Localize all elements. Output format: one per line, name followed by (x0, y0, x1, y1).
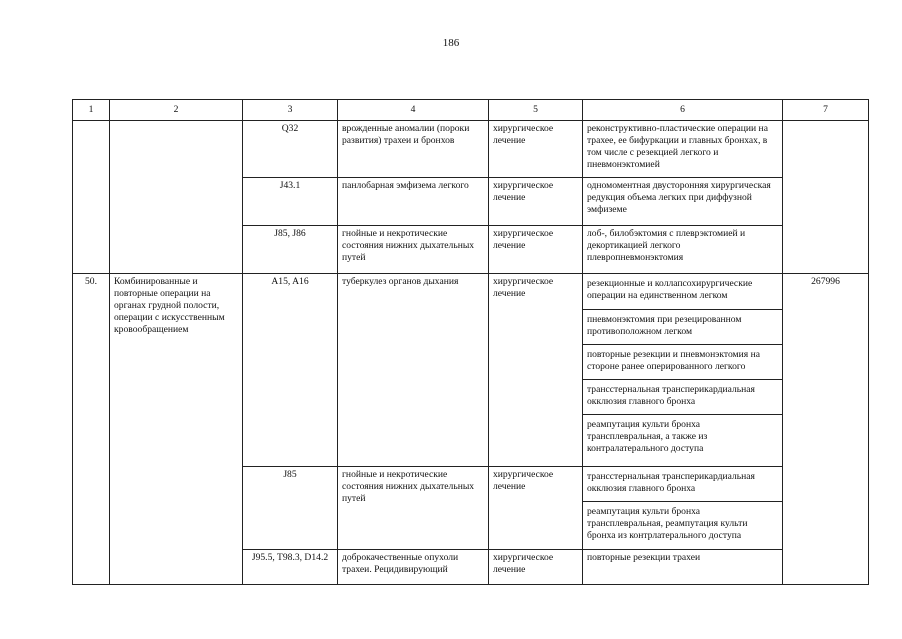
column-header-1: 1 (73, 100, 110, 121)
method-list-cell (583, 274, 783, 467)
column-number-row (73, 100, 869, 121)
icd-code-cell: Q32 (243, 121, 338, 178)
column-header-7: 7 (783, 100, 869, 121)
table-row (73, 121, 869, 178)
column-header-2: 2 (110, 100, 243, 121)
icd-code-cell: J85 (243, 467, 338, 550)
page-number: 186 (442, 37, 460, 49)
column-header-6: 6 (583, 100, 783, 121)
item-number-cell (73, 121, 110, 274)
treatment-cell: хирургическое лечение (489, 274, 583, 467)
treatment-cell: хирургическое лечение (489, 467, 583, 550)
item-name-cell: Комбинированные и повторные операции на органах грудной полости, операции с искусственным кровообращением (110, 274, 243, 585)
method-cell: одномоментная двусторонняя хирургическая редукция объема легких при диффузной эмфиземе (583, 178, 783, 226)
method-item: реампутация культи бронха трансплевральная, а также из контралатерального доступа (587, 418, 708, 454)
method-item: реампутация культи бронха трансплевральная, реампутация культи бронха из контрлатерального доступа (587, 505, 748, 541)
method-cell: реконструктивно-пластические операции на трахее, ее бифуркации и главных бронхах, в том числе с резекцией легкого и пневмонэктомией (583, 121, 783, 178)
icd-code-cell: A15, A16 (243, 274, 338, 467)
method-item: трансстернальная трансперикардиальная окклюзия главного бронха (583, 379, 782, 414)
method-item: пневмонэктомия при резецированном противоположном легком (583, 309, 782, 344)
method-item: повторные резекции и пневмонэктомия на стороне ранее оперированного легкого (583, 344, 782, 379)
treatment-cell: хирургическое лечение (489, 178, 583, 226)
icd-code-cell: J95.5, T98.3, D14.2 (243, 550, 338, 585)
method-cell: повторные резекции трахеи (583, 550, 783, 585)
price-cell (783, 121, 869, 274)
treatment-cell: хирургическое лечение (489, 121, 583, 178)
column-header-4: 4 (338, 100, 489, 121)
column-header-5: 5 (489, 100, 583, 121)
diagnosis-cell: врожденные аномалии (пороки развития) трахеи и бронхов (338, 121, 489, 178)
diagnosis-cell: туберкулез органов дыхания (338, 274, 489, 467)
method-cell: лоб-, билобэктомия с плеврэктомией и декортикацией легкого плевропневмонэктомия (583, 226, 783, 274)
icd-code-cell: J43.1 (243, 178, 338, 226)
item-name-cell (110, 121, 243, 274)
price-cell: 267996 (783, 274, 869, 585)
diagnosis-cell: гнойные и некротические состояния нижних дыхательных путей (338, 226, 489, 274)
treatment-cell: хирургическое лечение (489, 226, 583, 274)
method-item: резекционные и коллапсохирургические операции на единственном легком (583, 274, 782, 309)
treatment-cell: хирургическое лечение (489, 550, 583, 585)
icd-code-cell: J85, J86 (243, 226, 338, 274)
method-list (583, 274, 782, 460)
diagnosis-cell: гнойные и некротические состояния нижних дыхательных путей (338, 467, 489, 550)
diagnosis-cell: доброкачественные опухоли трахеи. Рецидивирующий (338, 550, 489, 585)
medical-procedures-table (72, 99, 869, 585)
method-list (583, 467, 782, 549)
item-number-cell: 50. (73, 274, 110, 585)
table-row (73, 274, 869, 467)
diagnosis-cell: панлобарная эмфизема легкого (338, 178, 489, 226)
column-header-3: 3 (243, 100, 338, 121)
method-item: трансстернальная трансперикардиальная окклюзия главного бронха (583, 467, 782, 501)
method-list-cell (583, 467, 783, 550)
